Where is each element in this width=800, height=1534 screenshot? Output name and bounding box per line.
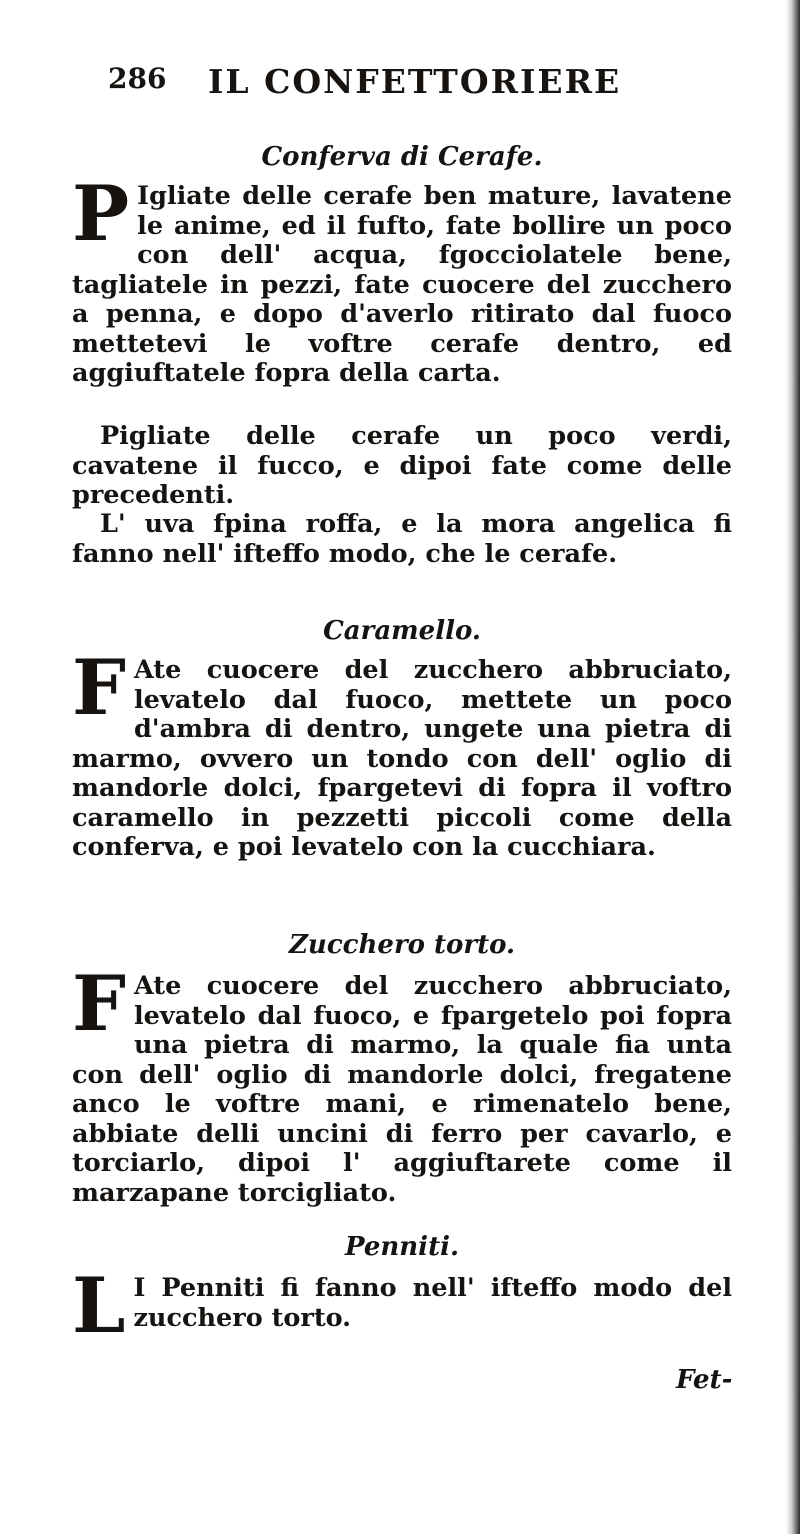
paragraph-conferva-2 xyxy=(72,422,732,511)
paragraph-conferva-3 xyxy=(72,510,732,569)
drop-cap: F xyxy=(72,643,126,732)
paragraph-text: Ate cuocere del zucchero abbruciato, levatelo dal fuoco, e fpargetelo poi fopra una pietra di marmo, la quale fia unta con dell' oglio di mandorle dolci, fregatene anco le voftre mani, e rimenatelo bene, abbiate delli uncini di ferro per cavarlo, e torciarlo, dipoi l' aggiuftarete come il marzapane torcigliato. xyxy=(72,971,732,1208)
paragraph-conferva-1 xyxy=(72,169,732,389)
paragraph-zucchero-torto xyxy=(72,959,732,1208)
paragraph-caramello xyxy=(72,643,732,863)
section-heading-zucchero-torto: Zucchero torto. xyxy=(288,930,516,960)
section-heading-caramello: Caramello. xyxy=(323,616,481,646)
drop-cap: F xyxy=(72,959,126,1048)
page-edge-shadow xyxy=(786,0,800,1534)
paragraph-penniti xyxy=(72,1261,732,1350)
paragraph-text: Pigliate delle cerafe un poco verdi, cavatene il fucco, e dipoi fate come delle precedenti. xyxy=(72,421,732,510)
running-head xyxy=(108,62,708,102)
catchword: Fet- xyxy=(676,1365,733,1395)
drop-cap: L xyxy=(72,1261,126,1350)
page-number: 286 xyxy=(108,62,167,95)
book-title: IL CONFETTORIERE xyxy=(208,62,622,101)
paragraph-text: Igliate delle cerafe ben mature, lavatene le anime, ed il fufto, fate bollire un poco con dell' acqua, fgocciolatele bene, tagliatele in pezzi, fate cuocere del zucchero a penna, e dopo d'averlo ritirato dal fuoco mettetevi le voftre cerafe dentro, ed aggiuftatele fopra della carta. xyxy=(72,181,732,388)
paragraph-text: L' uva fpina roffa, e la mora angelica fi fanno nell' ifteffo modo, che le cerafe. xyxy=(72,509,732,569)
section-heading-penniti: Penniti. xyxy=(344,1232,460,1262)
paragraph-text: I Penniti fi fanno nell' ifteffo modo del zucchero torto. xyxy=(133,1273,732,1333)
section-heading-conferva: Conferva di Cerafe. xyxy=(261,142,543,172)
drop-cap: P xyxy=(72,169,130,258)
paragraph-text: Ate cuocere del zucchero abbruciato, levatelo dal fuoco, mettete un poco d'ambra di dentro, ungete una pietra di marmo, ovvero un tondo con dell' oglio di mandorle dolci, fpargetevi di fopra il voftro caramello in pezzetti piccoli come della conferva, e poi levatelo con la cucchiara. xyxy=(72,655,732,862)
